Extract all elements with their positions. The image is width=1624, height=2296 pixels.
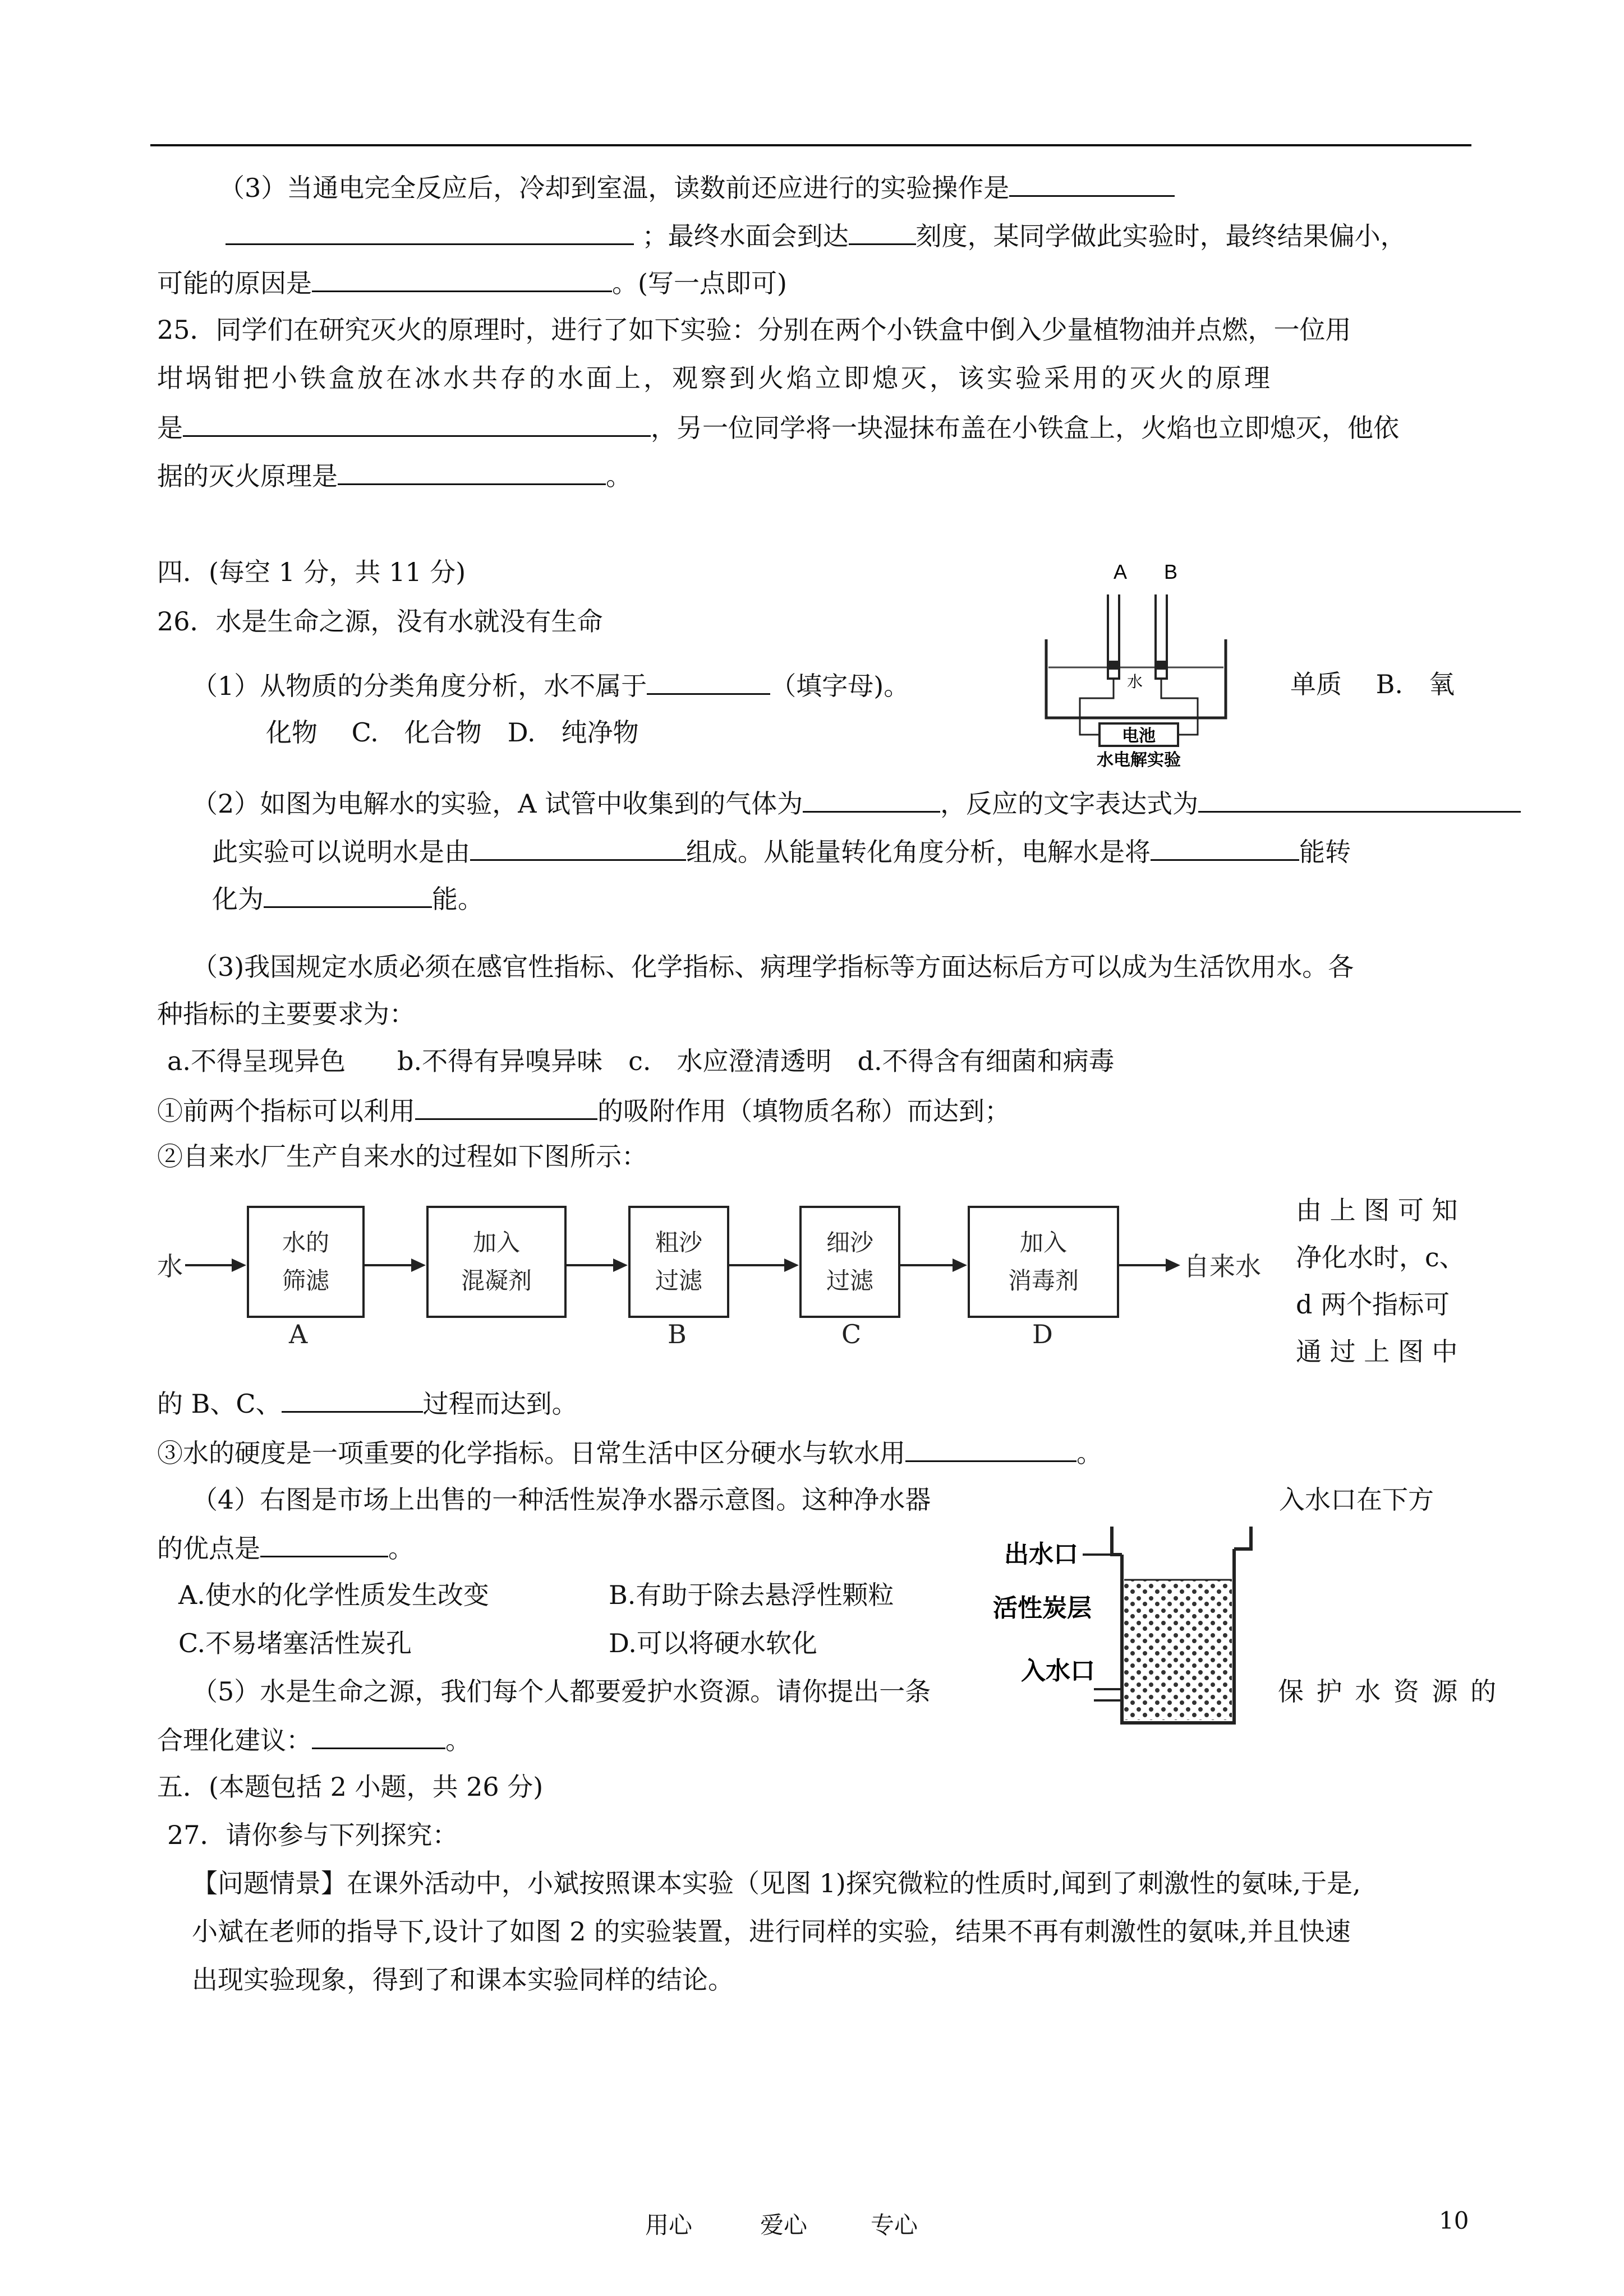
- q26-p5-line1-right: 保 护 水 资 源 的: [1278, 1676, 1499, 1707]
- section5-title: 五．(本题包括 2 小题，共 26 分): [157, 1772, 544, 1802]
- flow-output-label: 自来水: [1184, 1251, 1261, 1281]
- q27-line3: 出现实验现象，得到了和课本实验同样的结论。: [192, 1965, 734, 1995]
- q25-line4: 据的灭火原理是 。: [157, 458, 632, 493]
- filter-top-pipes: [1112, 1527, 1251, 1555]
- answer-blank[interactable]: [264, 880, 432, 908]
- tube-label-a: A: [1114, 560, 1128, 583]
- electrode-b: [1157, 661, 1166, 670]
- flow-side-text-4: 通 过 上 图 中: [1296, 1336, 1458, 1367]
- footer-motto-1: 用心: [645, 2211, 693, 2239]
- answer-blank[interactable]: [312, 265, 612, 292]
- q24-part3-line3: 可能的原因是 。(写一点即可): [157, 265, 787, 300]
- q26-p3-item3: ③水的硬度是一项重要的化学指标。日常生活中区分硬水与软水用 。: [157, 1435, 1102, 1470]
- electrode-a: [1109, 661, 1118, 670]
- footer-motto-3: 专心: [871, 2211, 918, 2239]
- q26-p2-line1: （2）如图为电解水的实验，A 试管中收集到的气体为 ，反应的文字表达式为: [192, 785, 1521, 820]
- tube-label-b: B: [1164, 560, 1178, 583]
- carbon-filter-diagram: [987, 1521, 1268, 1740]
- flow-step-coarse-sand: 粗沙 过滤: [628, 1206, 729, 1318]
- q27-line2: 小斌在老师的指导下,设计了如图 2 的实验装置，进行同样的实验，结果不再有刺激性的氨味,并且快速: [192, 1916, 1351, 1947]
- q25-line3: 是 ，另一位同学将一块湿抹布盖在小铁盒上，火焰也立即熄灭，他依: [157, 409, 1399, 445]
- q26-p3-item1: ①前两个指标可以利用 的吸附作用（填物质名称）而达到；: [157, 1092, 1010, 1128]
- footer-motto-2: 爱心: [760, 2211, 808, 2239]
- flow-arrow: [900, 1264, 965, 1266]
- answer-blank[interactable]: [282, 1385, 423, 1413]
- answer-blank[interactable]: [905, 1435, 1076, 1462]
- answer-blank[interactable]: [1198, 785, 1521, 813]
- flow-side-text-2: 净化水时，c、: [1296, 1242, 1465, 1273]
- q26-p3-criteria: a.不得呈现异色 b.不得有异嗅异味 c. 水应澄清透明 d.不得含有细菌和病毒: [167, 1046, 1115, 1076]
- q27-line1: 【问题情景】在课外活动中，小斌按照课本实验（见图 1)探究微粒的性质时,闻到了刺激性的氨味,于是,: [192, 1868, 1361, 1898]
- q26-p2-line2: 此实验可以说明水是由 组成。从能量转化角度分析，电解水是将 能转: [212, 833, 1351, 869]
- answer-blank[interactable]: [803, 785, 940, 813]
- flow-arrow: [365, 1264, 424, 1266]
- q24-part3-line2: ；最终水面会到达 刻度，某同学做此实验时，最终结果偏小，: [226, 218, 1406, 253]
- flow-step-coagulant: 加入 混凝剂: [426, 1206, 567, 1318]
- q26-p1-line1: （1）从物质的分类角度分析，水不属于 （填字母)。: [192, 667, 909, 703]
- q26-option-c: C.不易堵塞活性炭孔: [178, 1628, 412, 1658]
- battery-label: 电池: [1122, 726, 1156, 746]
- answer-blank[interactable]: [338, 458, 606, 485]
- q25-line2: 坩埚钳把小铁盒放在冰水共存的水面上，观察到火焰立即熄灭，该实验采用的灭火的原理: [157, 363, 1273, 393]
- flow-arrow: [567, 1264, 625, 1266]
- q25-line1: 25．同学们在研究灭火的原理时，进行了如下实验：分别在两个小铁盒中倒入少量植物油并点燃，一位用: [157, 315, 1351, 345]
- inlet-label: 入水口: [1021, 1657, 1095, 1685]
- carbon-layer: [1124, 1580, 1232, 1720]
- q26-p4-line2: 的优点是 。: [157, 1530, 414, 1565]
- flow-arrow: [185, 1264, 244, 1266]
- flow-step-fine-sand: 细沙 过滤: [799, 1206, 900, 1318]
- flow-side-text-1: 由 上 图 可 知: [1296, 1195, 1458, 1225]
- q26-p3-item2: ②自来水厂生产自来水的过程如下图所示：: [157, 1141, 647, 1172]
- answer-blank[interactable]: [226, 218, 634, 245]
- answer-blank[interactable]: [470, 833, 686, 861]
- q26-p3-line2: 种指标的主要要求为：: [157, 999, 415, 1029]
- inlet-pipe: [1094, 1689, 1122, 1700]
- page-number: 10: [1439, 2207, 1469, 2234]
- q26-stem: 26．水是生命之源，没有水就没有生命: [157, 606, 603, 637]
- q26-p4-line1-right: 入水口在下方: [1279, 1484, 1434, 1515]
- q26-p4-line1: （4）右图是市场上出售的一种活性炭净水器示意图。这种净水器: [192, 1484, 931, 1515]
- q26-p3-item2-answer: 的 B、C、 过程而达到。: [157, 1385, 578, 1421]
- q26-p1-options-right: 单质 B. 氧: [1290, 669, 1455, 699]
- q26-p3-line1: （3)我国规定水质必须在感官性指标、化学指标、病理学指标等方面达标后方可以成为生活饮用水。各: [192, 952, 1354, 982]
- flow-tag-a: A: [289, 1319, 308, 1349]
- answer-blank[interactable]: [1151, 833, 1299, 861]
- header-rule: [150, 144, 1471, 146]
- flow-step-screening: 水的 筛滤: [247, 1206, 365, 1318]
- answer-blank[interactable]: [415, 1092, 597, 1120]
- flow-input-label: 水: [157, 1251, 183, 1281]
- q26-option-d: D.可以将硬水软化: [609, 1628, 817, 1658]
- answer-blank[interactable]: [312, 1722, 445, 1749]
- carbon-layer-label: 活性炭层: [993, 1594, 1092, 1622]
- electrolysis-diagram: [1035, 555, 1248, 768]
- q26-option-a: A.使水的化学性质发生改变: [178, 1580, 489, 1610]
- q24-part3-line1: （3）当通电完全反应后，冷却到室温，读数前还应进行的实验操作是: [219, 169, 1175, 205]
- section4-title: 四．(每空 1 分，共 11 分): [157, 557, 466, 587]
- q27-stem: 27．请你参与下列探究：: [167, 1820, 458, 1850]
- flow-tag-c: C: [841, 1319, 862, 1349]
- q26-p5-line2: 合理化建议： 。: [157, 1722, 471, 1757]
- q26-option-b: B.有助于除去悬浮性颗粒: [609, 1580, 894, 1610]
- answer-blank[interactable]: [647, 667, 770, 695]
- flow-step-disinfectant: 加入 消毒剂: [968, 1206, 1119, 1318]
- outlet-label: 出水口: [1004, 1540, 1078, 1569]
- q26-p2-line3: 化为 能。: [212, 880, 484, 916]
- q26-p5-line1: （5）水是生命之源，我们每个人都要爱护水资源。请你提出一条: [192, 1676, 931, 1707]
- answer-blank[interactable]: [1009, 169, 1175, 197]
- flow-tag-b: B: [668, 1319, 687, 1349]
- answer-blank[interactable]: [260, 1530, 388, 1557]
- flow-side-text-3: d 两个指标可: [1296, 1289, 1450, 1320]
- q26-p1-options: 化物 C. 化合物 D. 纯净物: [266, 717, 639, 748]
- water-label: 水: [1126, 672, 1143, 691]
- answer-blank[interactable]: [849, 218, 916, 245]
- electrolysis-caption: 水电解实验: [1097, 750, 1181, 768]
- flow-tag-d: D: [1032, 1319, 1053, 1349]
- answer-blank[interactable]: [183, 409, 651, 437]
- flow-arrow: [729, 1264, 797, 1266]
- flow-arrow: [1119, 1264, 1178, 1266]
